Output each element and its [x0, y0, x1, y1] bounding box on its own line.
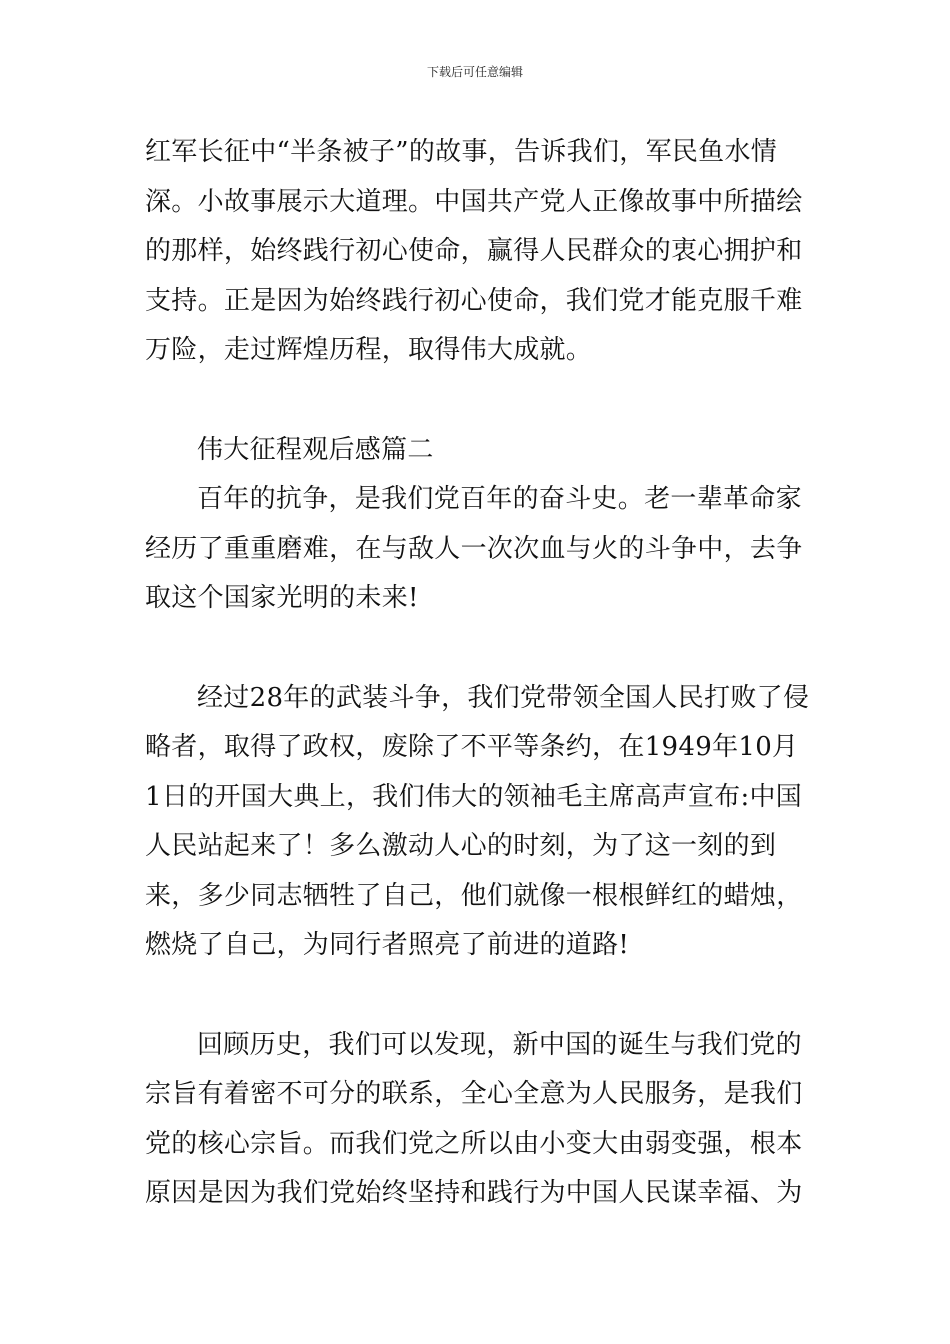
paragraph-spacer	[145, 376, 815, 426]
paragraph-founding-ceremony: 经过28年的武装斗争，我们党带领全国人民打败了侵略者，取得了政权，废除了不平等条约，在1949年10月1日的开国大典上，我们伟大的领袖毛主席高声宣布:中国人民站起来了！多么激动人心的时刻，为了这一刻的到来，多少同志牺牲了自己，他们就像一根根鲜红的蜡烛，燃烧了自己，为同行者照亮了前进的道路!	[145, 682, 810, 960]
paragraph-review-history: 回顾历史，我们可以发现，新中国的诞生与我们党的宗旨有着密不可分的联系，全心全意为人民服务，是我们党的核心宗旨。而我们党之所以由小变大由弱变强，根本原因是因为我们党始终坚持和践行为中国人民谋幸福、为	[145, 1029, 803, 1208]
paragraph-spacer	[145, 624, 815, 674]
paragraph-half-quilt-story: 红军长征中“半条被子”的故事，告诉我们，军民鱼水情深。小故事展示大道理。中国共产党人正像故事中所描绘的那样，始终践行初心使命，赢得人民群众的衷心拥护和支持。正是因为始终践行初心使命，我们党才能克服千难万险，走过辉煌历程，取得伟大成就。	[145, 137, 803, 365]
paragraph-century-struggle: 百年的抗争，是我们党百年的奋斗史。老一辈革命家经历了重重磨难，在与敌人一次次血与火的斗争中，去争取这个国家光明的未来!	[145, 484, 803, 613]
paragraph-spacer	[145, 971, 815, 1021]
document-body	[145, 128, 815, 1219]
section-title: 伟大征程观后感篇二	[197, 434, 434, 465]
page-header-note: 下载后可任意编辑	[426, 65, 523, 79]
